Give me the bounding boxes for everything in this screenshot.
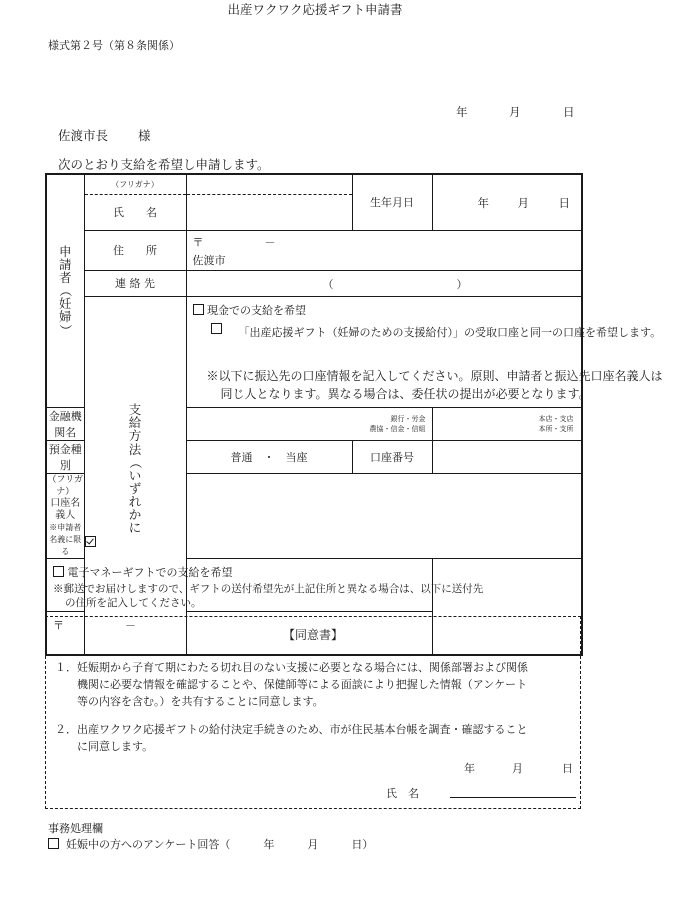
applicant-heading-char: 妊 [58, 296, 72, 312]
form-title: 出産ワクワク応援ギフト申請書 [227, 2, 403, 17]
holder-label: 口座名義人 [50, 497, 81, 521]
furigana-field[interactable] [186, 174, 352, 194]
consent-title: 【同意書】 [282, 628, 343, 642]
postal-dash: － [264, 236, 276, 249]
consent-item2-line2: に同意します。 [77, 740, 154, 753]
office-survey [48, 836, 373, 852]
applicant-heading-char: 申 [58, 243, 72, 259]
bank-name-field[interactable] [186, 407, 432, 440]
addressee [58, 126, 151, 144]
cash-sub-box[interactable] [211, 323, 222, 334]
cash-option-block [186, 296, 663, 407]
account-type-options[interactable]: 普通 ・ 当座 [186, 440, 352, 473]
address-field[interactable] [186, 230, 582, 270]
postal-mark: 〒 [192, 236, 204, 249]
name-label: 氏 名 [84, 194, 186, 230]
account-number-label: 口座番号 [352, 440, 432, 473]
date-year-label: 年 [456, 105, 468, 119]
consent-date-year: 年 [464, 762, 475, 775]
name-field[interactable] [186, 194, 352, 230]
birthdate-field[interactable] [432, 174, 582, 230]
contact-paren-open: （ [322, 278, 334, 291]
branch-types-1: 本店・支店 [538, 414, 574, 423]
applicant-heading-char: 請 [58, 256, 72, 272]
delivery-postal-dash: － [125, 618, 136, 632]
city-text: 佐渡市 [192, 254, 226, 267]
consent-item1-line2: 機関に必要な情報を確認することや、保健師等による面談により把握した情報（アンケート [77, 678, 528, 691]
emoney-note-line2: の住所を記入してください。 [65, 596, 202, 609]
holder-field[interactable] [186, 473, 582, 558]
consent-date-month: 月 [512, 762, 523, 775]
birthdate-day: 日 [558, 196, 570, 211]
holder-furigana: （フリガナ） [47, 474, 84, 497]
date-day-label: 日 [563, 105, 575, 119]
birthdate-year: 年 [477, 196, 489, 211]
payment-heading-char: 方 [128, 428, 142, 444]
branch-field[interactable] [432, 407, 582, 440]
payment-heading-char: 支 [128, 402, 142, 418]
consent-signature-label: 氏 名 [386, 787, 419, 800]
emoney-option-label: 電子マネーギフトでの支給を希望 [67, 565, 233, 579]
note-line1: ※以下に振込先の口座情報を記入してください。原則、申請者と振込先口座名義人は [206, 368, 663, 383]
address-label: 住 所 [84, 230, 186, 270]
consent-date-day: 日 [562, 762, 573, 775]
note-line2: 同じ人となります。異なる場合は、委任状の提出が必要となります。 [220, 386, 591, 401]
contact-label: 連 絡 先 [84, 270, 186, 296]
check-icon [85, 536, 96, 547]
branch-types-2: 本所・支所 [538, 424, 574, 433]
payment-heading-char: ず [128, 480, 142, 496]
contact-field[interactable] [186, 270, 582, 296]
payment-heading-char: 給 [128, 415, 142, 431]
application-table [45, 173, 663, 656]
emoney-checkbox[interactable] [53, 566, 64, 577]
holder-label-cell [46, 473, 84, 558]
payment-heading-char: い [128, 467, 142, 483]
contact-paren-close: ） [456, 278, 468, 291]
survey-label: 妊娠中の方へのアンケート回答（ 年 月 日） [66, 838, 374, 851]
cash-checkbox[interactable] [193, 304, 204, 315]
office-title: 事務処理欄 [48, 822, 103, 835]
consent-signature-line[interactable] [450, 797, 576, 798]
cash-option-label: 現金での支給を希望 [207, 303, 306, 317]
date-month-label: 月 [509, 105, 521, 119]
form-number: 様式第２号（第８条関係） [48, 39, 180, 52]
cash-sub-checkbox[interactable] [211, 323, 222, 336]
furigana-label: （フリガナ） [84, 174, 186, 194]
payment-heading-char: に [128, 520, 142, 536]
consent-item2-line1: ２．出産ワクワク応援ギフトの給付決定手続きのため、市が住民基本台帳を調査・確認すること [55, 723, 528, 736]
payment-heading-char: （ [127, 455, 143, 469]
addressee-name: 佐渡市長 [58, 128, 109, 143]
emoney-option[interactable] [53, 564, 233, 580]
payment-heading-char: か [128, 507, 142, 523]
emoney-note-line1: ※郵送でお届けしますので、ギフトの送付希望先が上記住所と異なる場合は、以下に送付先 [53, 582, 484, 595]
applicant-heading-char: 者 [58, 270, 72, 286]
birthdate-month: 月 [517, 196, 529, 211]
delivery-postal-mark: 〒 [53, 618, 64, 632]
addressee-honorific: 様 [138, 128, 151, 143]
survey-checkbox[interactable] [48, 838, 59, 849]
cash-sub-option: 「出産応援ギフト（妊婦のための支援給付）」の受取口座と同一の口座を希望します。 [238, 325, 662, 339]
birthdate-label: 生年月日 [352, 174, 432, 230]
applicant-heading-char: ） [57, 323, 73, 337]
payment-heading-char: 法 [128, 441, 142, 457]
applicant-heading-char: （ [57, 284, 73, 297]
applicant-heading [46, 174, 84, 407]
intro-text: 次のとおり支給を希望し申請します。 [58, 157, 270, 172]
emoney-block [46, 558, 484, 611]
bank-name-label: 金融機関名 [46, 407, 84, 440]
bank-types-2: 農協・信金・信組 [369, 424, 426, 433]
account-number-field[interactable] [432, 440, 582, 473]
consent-item1-line1: １．妊娠期から子育て期にわたる切れ目のない支援に必要となる場合には、関係部署および関係 [55, 661, 528, 674]
consent-box [45, 616, 581, 809]
consent-item1-line3: 等の内容を含む。）を共有することに同意します。 [77, 695, 324, 708]
applicant-heading-char: 婦 [58, 309, 72, 325]
account-type-label: 預金種別 [46, 440, 84, 473]
cash-option[interactable] [193, 302, 307, 318]
holder-note: ※申請者名義に限る [49, 522, 82, 556]
payment-heading-char: れ [128, 494, 142, 509]
bank-types-1: 銀行・労金 [390, 414, 426, 423]
